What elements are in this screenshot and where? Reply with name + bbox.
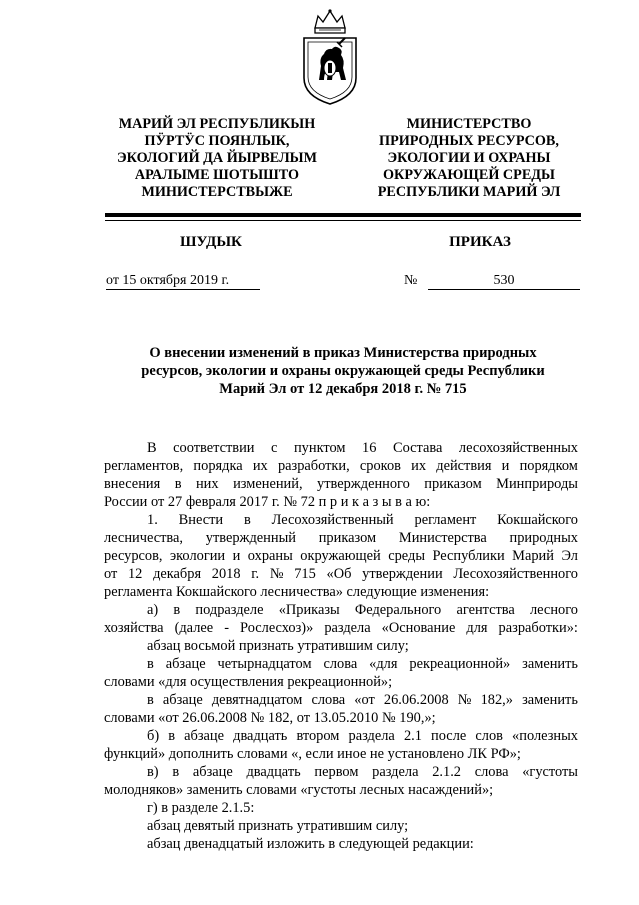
body-word: «Об — [326, 566, 352, 582]
body-word: «для — [369, 656, 398, 672]
body-word: от — [104, 566, 118, 582]
body-word: (далее — [174, 620, 214, 636]
body-word: в — [168, 728, 176, 744]
order-body — [104, 439, 578, 853]
ministry-line: МИНИСТЕРСТВЫЖЕ — [141, 184, 293, 200]
body-word: окружающей — [300, 548, 381, 564]
body-word: - — [224, 620, 229, 636]
body-word: регламент — [414, 512, 477, 528]
body-word: приказом — [424, 476, 482, 492]
body-word: экологии — [170, 548, 226, 564]
body-word: сроков — [359, 458, 401, 474]
body-word: Внести — [178, 512, 224, 528]
title-line: О внесении изменений в приказ Министерства природных — [149, 345, 537, 361]
body-word: них — [195, 476, 219, 492]
coat-of-arms-icon — [299, 8, 361, 108]
body-word: Республики — [432, 548, 505, 564]
body-word: в — [174, 476, 182, 492]
body-word: пунктом — [293, 440, 346, 456]
body-word: Марий — [512, 548, 554, 564]
body-word: изменений, — [233, 476, 303, 492]
body-word: их — [411, 458, 427, 474]
body-word: после — [431, 728, 467, 744]
doc-type-mari: ШУДЫК — [180, 234, 242, 250]
body-word: хозяйства — [104, 620, 164, 636]
body-word: 182,» — [480, 692, 513, 708]
body-word: и — [501, 458, 510, 474]
body-word: декабря — [153, 566, 202, 582]
body-line — [104, 439, 578, 457]
body-line: словами «для осуществления рекреационной»; — [104, 674, 393, 690]
order-title — [120, 344, 566, 398]
body-word: в) — [147, 764, 159, 780]
body-word: четырнадцатом — [217, 656, 312, 672]
body-word: Рослесхоз)» — [240, 620, 314, 636]
body-word: «от — [354, 692, 375, 708]
body-word: внесения — [104, 476, 161, 492]
order-date — [106, 273, 266, 289]
number-underline — [428, 289, 580, 290]
body-word: заменить — [522, 692, 578, 708]
body-line — [104, 727, 578, 745]
body-word: и — [232, 548, 241, 564]
body-line: молодняков» заменить словами «густоты лесных насаждений»; — [104, 782, 494, 798]
body-line: функций» дополнить словами «, если иное не установлено ЛК РФ»; — [104, 746, 521, 762]
body-word: лесничества, — [104, 530, 183, 546]
body-word: ресурсов, — [104, 548, 163, 564]
body-word: 2018 — [211, 566, 241, 582]
body-word: абзаце — [162, 692, 203, 708]
date-underline — [106, 289, 260, 290]
body-word: рекреационной» — [409, 656, 511, 672]
body-word: слов — [475, 728, 503, 744]
body-word: лесохозяйственных — [458, 440, 578, 456]
body-word: абзаце — [165, 656, 206, 672]
body-word: слова — [311, 692, 346, 708]
body-line — [104, 511, 578, 529]
title-line: ресурсов, экологии и охраны окружающей среды Республики — [141, 363, 545, 379]
ministry-name-russian — [359, 116, 579, 201]
ministry-name-mari — [98, 116, 336, 201]
body-word: девятнадцатом — [211, 692, 303, 708]
body-word: б) — [147, 728, 160, 744]
header-divider-thin — [105, 220, 581, 221]
body-word: утвержденный — [205, 530, 296, 546]
order-date-text: от 15 октября 2019 г. — [106, 273, 230, 288]
body-word: № — [269, 566, 284, 582]
order-number-sign: № — [404, 273, 418, 288]
body-word: 2.1.2 — [432, 764, 461, 780]
body-word: 715 — [294, 566, 316, 582]
body-word: порядка — [193, 458, 243, 474]
body-line: словами «от 26.06.2008 № 182, от 13.05.2010 № 190,»; — [104, 710, 436, 726]
header-divider-thick — [105, 213, 581, 217]
body-word: порядком — [519, 458, 578, 474]
body-word: утвержденного — [317, 476, 410, 492]
body-word: первом — [314, 764, 359, 780]
body-word: приказом — [318, 530, 377, 546]
body-word: среды — [388, 548, 425, 564]
doc-type-russian: ПРИКАЗ — [449, 234, 511, 250]
body-word: а) — [147, 602, 159, 618]
body-word: их — [252, 458, 268, 474]
body-word: «полезных — [512, 728, 578, 744]
body-word: «Приказы — [278, 602, 340, 618]
body-line — [104, 763, 578, 781]
body-word: В — [147, 440, 157, 456]
body-word: подразделе — [195, 602, 264, 618]
body-word: абзаце — [184, 728, 225, 744]
body-word: Министерства — [398, 530, 487, 546]
ministry-line: АРАЛЫМЕ ШОТЫШТО — [134, 167, 300, 183]
ministry-line: РЕСПУБЛИКИ МАРИЙ ЭЛ — [377, 184, 561, 200]
body-word: раздела — [348, 728, 395, 744]
body-word: «густоты — [522, 764, 578, 780]
body-word: в — [173, 602, 181, 618]
body-line — [104, 529, 578, 547]
body-word: действия — [436, 458, 492, 474]
body-word: 12 — [127, 566, 143, 582]
ministry-line: ПРИРОДНЫХ РЕСУРСОВ, — [379, 133, 559, 149]
ministry-line: ПӰРТӰС ПОЯНЛЫК, — [144, 133, 290, 149]
body-word: двадцать — [233, 728, 288, 744]
body-word: «Основание — [381, 620, 456, 636]
body-line — [104, 655, 578, 673]
body-word: в — [243, 512, 251, 528]
body-word: утверждении — [362, 566, 443, 582]
body-word: в — [147, 656, 154, 672]
body-word: № — [457, 692, 472, 708]
body-word: втором — [296, 728, 340, 744]
body-word: Лесохозяйственный — [271, 512, 394, 528]
body-line — [104, 601, 578, 619]
ministry-line: МИНИСТЕРСТВО — [406, 116, 532, 132]
body-word: в — [147, 692, 154, 708]
body-word: заменить — [522, 656, 578, 672]
body-word: слова — [323, 656, 358, 672]
body-word: 2.1 — [403, 728, 422, 744]
body-word: Федерального — [354, 602, 442, 618]
body-word: разработки»: — [498, 620, 578, 636]
body-word: Лесохозяйственного — [453, 566, 578, 582]
body-word: Эл — [561, 548, 578, 564]
body-word: Минприроды — [496, 476, 578, 492]
body-line — [104, 565, 578, 583]
body-word: раздела — [324, 620, 371, 636]
body-word: разработки, — [277, 458, 350, 474]
ministry-line: ЭКОЛОГИИ И ОХРАНЫ — [387, 150, 551, 166]
ministry-line: ОКРУЖАЮЩЕЙ СРЕДЫ — [383, 167, 555, 183]
body-line — [104, 475, 578, 493]
body-word: природных — [509, 530, 578, 546]
body-line: г) в разделе 2.1.5: — [147, 800, 255, 816]
body-line: абзац двенадцатый изложить в следующей редакции: — [147, 836, 474, 852]
body-line: абзац восьмой признать утратившим силу; — [147, 638, 409, 654]
body-word: с — [271, 440, 278, 456]
body-line: абзац девятый признать утратившим силу; — [147, 818, 409, 834]
body-word: раздела — [372, 764, 419, 780]
body-line: регламента Кокшайского лесничества» следующие изменения: — [104, 584, 490, 600]
ministry-line: ЭКОЛОГИЙ ДА ЙЫРВЕЛЫМ — [117, 150, 317, 166]
body-word: охраны — [247, 548, 293, 564]
body-word: агентства — [456, 602, 515, 618]
body-word: слова — [474, 764, 509, 780]
body-word: 26.06.2008 — [383, 692, 449, 708]
body-word: в — [172, 764, 180, 780]
body-line — [104, 457, 578, 475]
body-word: г. — [251, 566, 260, 582]
order-number: 530 — [493, 273, 515, 288]
ministry-line: МАРИЙ ЭЛ РЕСПУБЛИКЫН — [118, 116, 316, 132]
body-word: 16 — [362, 440, 377, 456]
body-word: Состава — [392, 440, 443, 456]
body-line — [104, 691, 578, 709]
title-line: Марий Эл от 12 декабря 2018 г. № 715 — [219, 381, 467, 397]
body-word: для — [466, 620, 488, 636]
body-line — [104, 547, 578, 565]
body-word: Кокшайского — [497, 512, 578, 528]
body-word: соответствии — [173, 440, 255, 456]
body-word: абзаце — [192, 764, 233, 780]
body-word: двадцать — [246, 764, 301, 780]
body-word: лесного — [530, 602, 578, 618]
body-line: России от 27 февраля 2017 г. № 72 п р и к а з ы в а ю: — [104, 494, 431, 510]
body-word: регламентов, — [104, 458, 184, 474]
body-line — [104, 619, 578, 637]
body-word: 1. — [147, 512, 158, 528]
